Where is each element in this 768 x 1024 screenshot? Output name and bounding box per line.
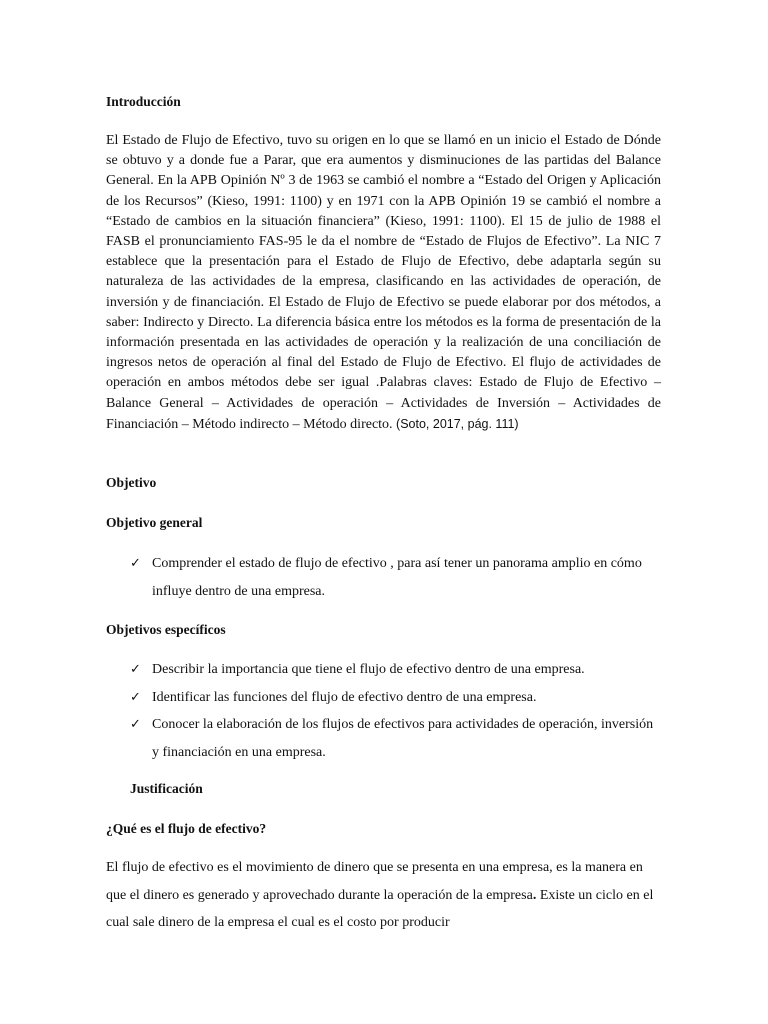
objetivo-general-list bbox=[130, 550, 660, 605]
introduccion-paragraph-text: El Estado de Flujo de Efectivo, tuvo su origen en lo que se llamó en un inicio el Estado de Dónde se obtuvo y a donde fue a Parar, que era aumentos y disminuciones de las partidas del Balance General. En la APB Opinión Nº 3 de 1963 se cambió el nombre a “Estado del Origen y Aplicación de los Recursos” (Kieso, 1991: 1100) y en 1971 con la APB Opinión 19 se cambió el nombre a “Estado de cambios en la situación financiera” (Kieso, 1991: 1100). El 15 de julio de 1988 el FASB el pronunciamiento FAS-95 le da el nombre de “Estado de Flujos de Efectivo”. La NIC 7 establece que la presentación para el Estado de Flujo de Efectivo, debe adaptarla según su naturaleza de las actividades de la empresa, clasificando en las actividades de operación, de inversión y de financiación. El Estado de Flujo de Efectivo se puede elaborar por dos métodos, a saber: Indirecto y Directo. La diferencia básica entre los métodos es la forma de presentación de la información presentada en las actividades de operación y la realización de una conciliación de ingresos netos de operación al final del Estado de Flujo de Efectivo. El flujo de actividades de operación en ambos métodos debe ser igual .Palabras claves: Estado de Flujo de Efectivo – Balance General – Actividades de operación – Actividades de Inversión – Actividades de Financiación – Método indirecto – Método directo. bbox=[106, 133, 661, 432]
list-item bbox=[130, 656, 660, 684]
check-mark-icon: ✓ bbox=[130, 717, 141, 732]
check-mark-icon: ✓ bbox=[130, 662, 141, 677]
list-item-text: Comprender el estado de flujo de efectivo , para así tener un panorama amplio en cómo influye dentro de una empresa. bbox=[152, 556, 642, 599]
heading-objetivo: Objetivo bbox=[106, 475, 157, 490]
heading-objetivos-especificos: Objetivos específicos bbox=[106, 622, 226, 637]
objetivos-especificos-list bbox=[130, 656, 660, 766]
check-mark-icon: ✓ bbox=[130, 556, 141, 571]
introduccion-citation: (Soto, 2017, pág. 111) bbox=[396, 416, 519, 431]
list-item-text: Conocer la elaboración de los flujos de efectivos para actividades de operación, inversión y financiación en una empresa. bbox=[152, 717, 654, 760]
list-item-text: Describir la importancia que tiene el flujo de efectivo dentro de una empresa. bbox=[152, 662, 585, 677]
list-item bbox=[130, 550, 660, 605]
flujo-paragraph-rest: Existe un ciclo en el cual sale dinero de la empresa el cual es el costo por producir bbox=[106, 887, 654, 930]
heading-justificacion: Justificación bbox=[130, 781, 203, 796]
check-mark-icon: ✓ bbox=[130, 689, 141, 705]
heading-objetivo-general: Objetivo general bbox=[106, 515, 203, 530]
flujo-paragraph bbox=[106, 854, 661, 937]
flujo-paragraph-bold-dot: . bbox=[532, 887, 537, 903]
heading-introduccion: Introducción bbox=[106, 94, 181, 109]
list-item-text: Identificar las funciones del flujo de efectivo dentro de una empresa. bbox=[152, 689, 537, 705]
flujo-paragraph-lead: El flujo de efectivo es el movimiento de dinero que se presenta en una empresa, es la manera en que el dinero es generado y aprovechado durante la operación de la empresa bbox=[106, 860, 643, 903]
heading-que-es-flujo: ¿Qué es el flujo de efectivo? bbox=[106, 821, 267, 836]
list-item bbox=[130, 711, 660, 766]
introduccion-paragraph bbox=[106, 131, 661, 435]
list-item bbox=[130, 684, 660, 712]
